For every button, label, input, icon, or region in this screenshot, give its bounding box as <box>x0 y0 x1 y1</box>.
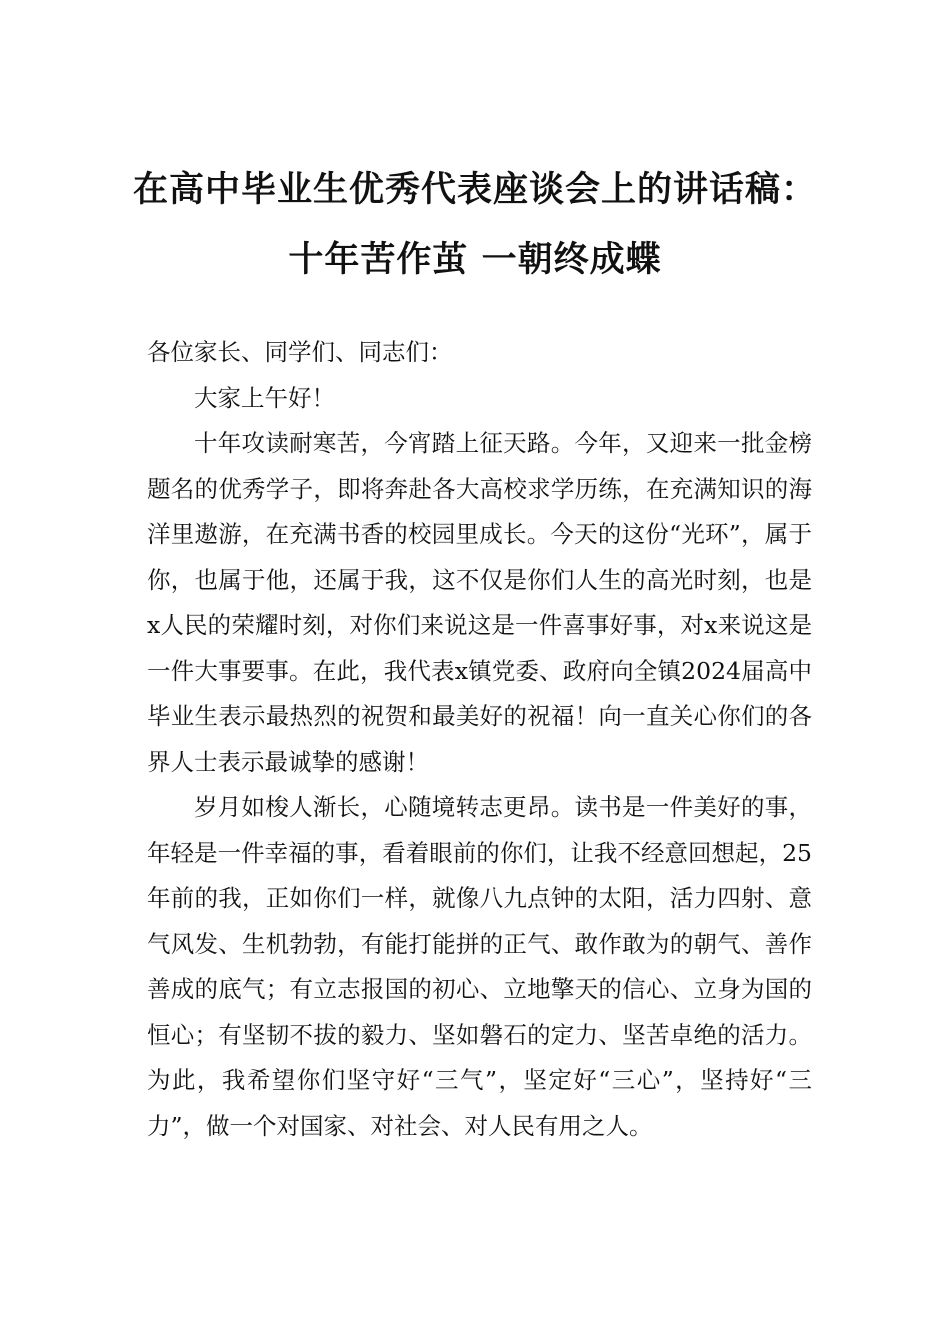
document-title-line-2: 十年苦作茧 一朝终成蝶 <box>288 239 662 280</box>
document-title-line-1: 在高中毕业生优秀代表座谈会上的讲话稿： <box>132 169 817 210</box>
body-paragraph-1: 十年攻读耐寒苦，今宵踏上征天路。今年，又迎来一批金榜题名的优秀学子，即将奔赴各大高校求学历练，在充满知识的海洋里遨游，在充满书香的校园里成长。今天的这份“光环”，属于你，也属于他，还属于我，这不仅是你们人生的高光时刻，也是x人民的荣耀时刻，对你们来说这是一件喜事好事，对x来说这是一件大事要事。在此，我代表x镇党委、政府向全镇2024届高中毕业生表示最热烈的祝贺和最美好的祝福！向一直关心你们的各界人士表示最诚挚的感谢！ <box>147 429 812 776</box>
body-paragraph-2: 岁月如梭人渐长，心随境转志更昂。读书是一件美好的事，年轻是一件幸福的事，看着眼前的你们，让我不经意回想起，25年前的我，正如你们一样，就像八九点钟的太阳，活力四射、意气风发、生机勃勃，有能打能拼的正气、敢作敢为的朝气、善作善成的底气；有立志报国的初心、立地擎天的信心、立身为国的恒心；有坚韧不拔的毅力、坚如磐石的定力、坚苦卓绝的活力。为此，我希望你们坚守好“三气”，坚定好“三心”，坚持好“三力”，做一个对国家、对社会、对人民有用之人。 <box>147 793 812 1140</box>
salutation: 各位家长、同学们、同志们： <box>147 338 453 366</box>
greeting: 大家上午好！ <box>194 383 335 412</box>
document-body <box>147 330 812 1149</box>
